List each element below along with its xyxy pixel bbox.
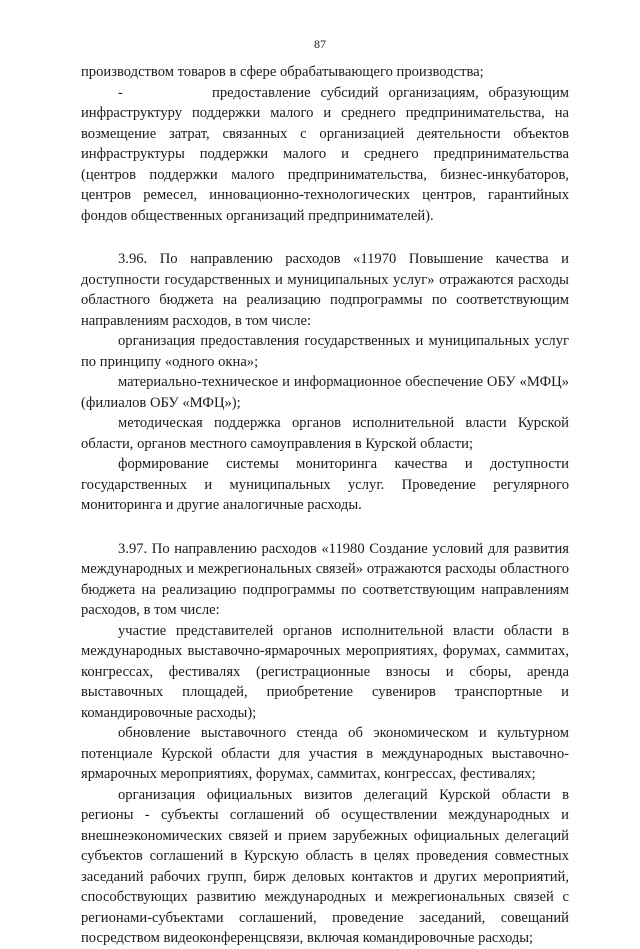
list-item-official-visits: организация официальных визитов делегаций Курской области в регионы - субъекты соглашений об осуществлении международных и внешнеэкономических связей и прием зарубежных официальных делегаций субъектов соглашений в Курскую область в целях проведения совместных заседаний рабочих групп, бирж деловых контактов и других мероприятий, способствующих развитию международных и межрегиональных связей с регионами-субъектами соглашений, проведение заседаний, совещаний посредством видеоконференцсвязи, включая командировочные расходы; bbox=[81, 786, 569, 946]
paragraph-spacer bbox=[81, 516, 569, 539]
document-body bbox=[81, 62, 569, 949]
page-number: 87 bbox=[314, 37, 326, 51]
paragraph-continuation: производством товаров в сфере обрабатывающего производства; bbox=[81, 64, 484, 80]
list-item-monitoring: формирование системы мониторинга качества и доступности государственных и муниципальных услуг. Проведение регулярного мониторинга и другие аналогичные расходы. bbox=[81, 456, 569, 513]
list-item-exhibitions: участие представителей органов исполнительной власти области в международных выставочно-ярмарочных мероприятиях, форумах, саммитах, конгрессах, фестивалях (регистрационные взносы и сборы, аренда выставочных площадей, приобретение сувениров транспортные и командировочные расходы); bbox=[81, 622, 569, 721]
paragraph-spacer bbox=[81, 226, 569, 249]
paragraph-subsidy-item: - предоставление субсидий организациям, образующим инфраструктуру поддержки малого и среднего предпринимательства, на возмещение затрат, связанных с организацией деятельности объектов инфраструктуры поддержки малого и среднего предпринимательства (центров поддержки малого предпринимательства, бизнес-инкубаторов, центров ремесел, инновационно-технологических центров, гарантийных фондов общественных организаций предпринимателей). bbox=[81, 84, 569, 224]
list-item-one-window: организация предоставления государственных и муниципальных услуг по принципу «одного окна»; bbox=[81, 333, 569, 370]
list-item-mfc-support: материально-техническое и информационное обеспечение ОБУ «МФЦ» (филиалов ОБУ «МФЦ»); bbox=[81, 374, 569, 411]
section-3-97-heading: 3.97. По направлению расходов «11980 Создание условий для развития международных и межрегиональных связей» отражаются расходы областного бюджета на реализацию подпрограммы по соответствующим направлениям расходов, в том числе: bbox=[81, 540, 569, 618]
list-item-methodical-support: методическая поддержка органов исполнительной власти Курской области, органов местного самоуправления в Курской области; bbox=[81, 415, 569, 452]
section-3-96-heading: 3.96. По направлению расходов «11970 Повышение качества и доступности государственных и муниципальных услуг» отражаются расходы областного бюджета на реализацию подпрограммы по соответствующим направлениям расходов, в том числе: bbox=[81, 251, 569, 329]
list-item-exhibition-stand: обновление выставочного стенда об экономическом и культурном потенциале Курской области для участия в международных выставочно-ярмарочных мероприятиях, форумах, саммитах, конгрессах, фестивалях; bbox=[81, 725, 569, 782]
